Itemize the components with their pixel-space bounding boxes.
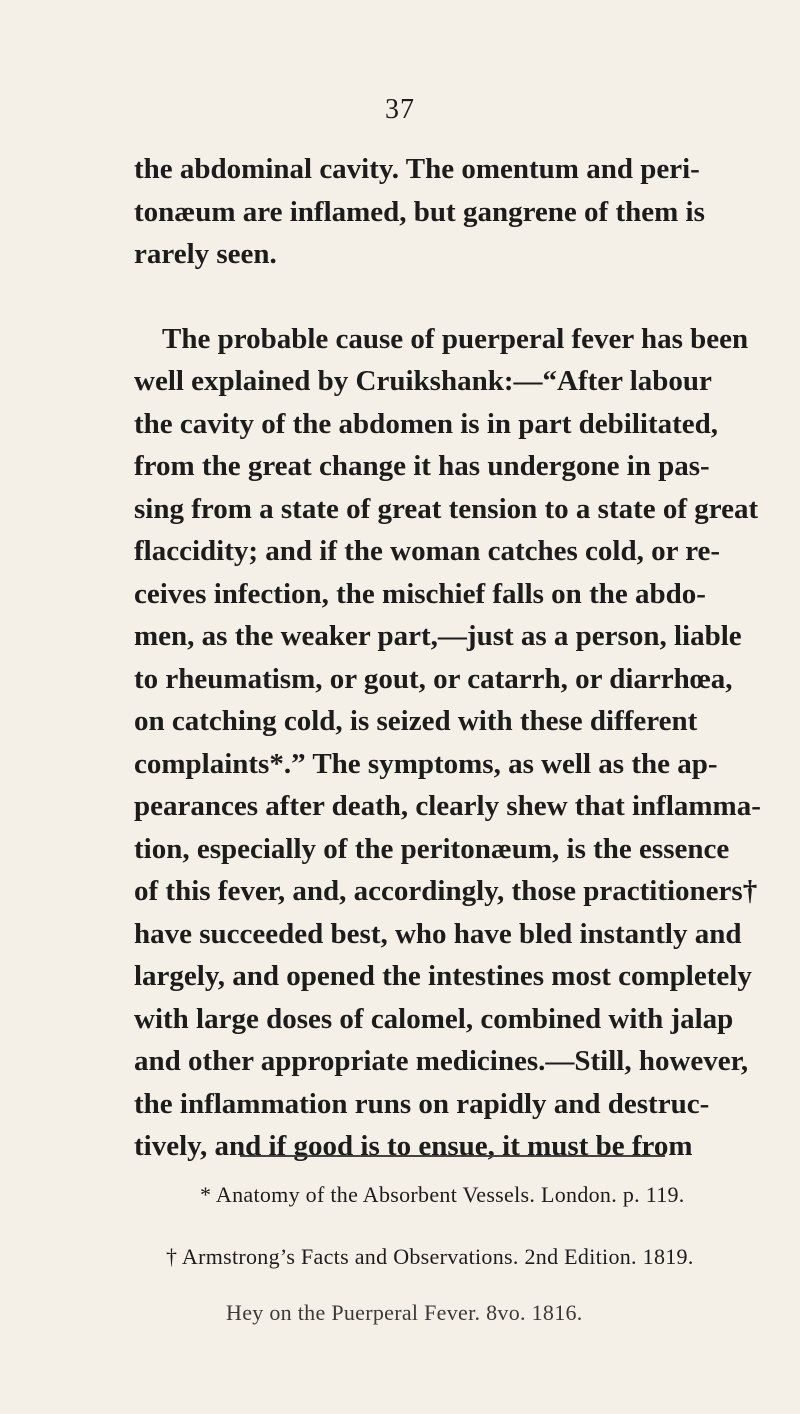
text-line: rarely seen.: [134, 238, 277, 270]
paragraph-2: [134, 318, 761, 1168]
paragraph-gap: [134, 276, 664, 318]
text-line: the inflammation runs on rapidly and destruc-: [134, 1087, 710, 1120]
text-line: men, as the weaker part,—just as a person, liable: [134, 620, 742, 652]
text-line: to rheumatism, or gout, or catarrh, or diarrhœa,: [134, 662, 733, 695]
text-line: sing from a state of great tension to a state of great: [134, 492, 759, 525]
text-line: The probable cause of puerperal fever has been: [162, 322, 749, 355]
text-line: flaccidity; and if the woman catches cold, or re-: [134, 535, 721, 567]
text-line: tonæum are inflamed, but gangrene of them is: [134, 195, 705, 228]
text-line: with large doses of calomel, combined with jalap: [134, 1002, 734, 1035]
footnote-1: * Anatomy of the Absorbent Vessels. London. p. 119.: [200, 1182, 685, 1207]
text-line: largely, and opened the intestines most completely: [134, 960, 752, 992]
footnote-3: Hey on the Puerperal Fever. 8vo. 1816.: [226, 1300, 583, 1325]
text-line: ceives infection, the mischief falls on the abdo-: [134, 577, 706, 610]
text-line: of this fever, and, accordingly, those practitioners†: [134, 875, 758, 907]
text-line: tively, and if good is to ensue, it must be from: [134, 1130, 693, 1162]
text-line: the cavity of the abdomen is in part debilitated,: [134, 407, 719, 440]
text-line: on catching cold, is seized with these different: [134, 705, 698, 737]
paragraph-1: [134, 148, 705, 276]
text-line: complaints*.” The symptoms, as well as the ap-: [134, 747, 718, 780]
text-line: the abdominal cavity. The omentum and peri-: [134, 153, 700, 185]
text-line: from the great change it has undergone in pas-: [134, 450, 710, 482]
text-line: tion, especially of the peritonæum, is the essence: [134, 832, 730, 865]
page-number: 37: [385, 94, 415, 125]
text-line: have succeeded best, who have bled instantly and: [134, 917, 742, 950]
body-text: [134, 148, 761, 1168]
text-line: and other appropriate medicines.—Still, however,: [134, 1045, 749, 1077]
text-line: pearances after death, clearly shew that inflamma-: [134, 790, 761, 822]
footnote-2: † Armstrong’s Facts and Observations. 2nd Edition. 1819.: [166, 1244, 694, 1269]
footnote-divider: [240, 1155, 665, 1157]
text-line: well explained by Cruikshank:—“After labour: [134, 365, 712, 397]
